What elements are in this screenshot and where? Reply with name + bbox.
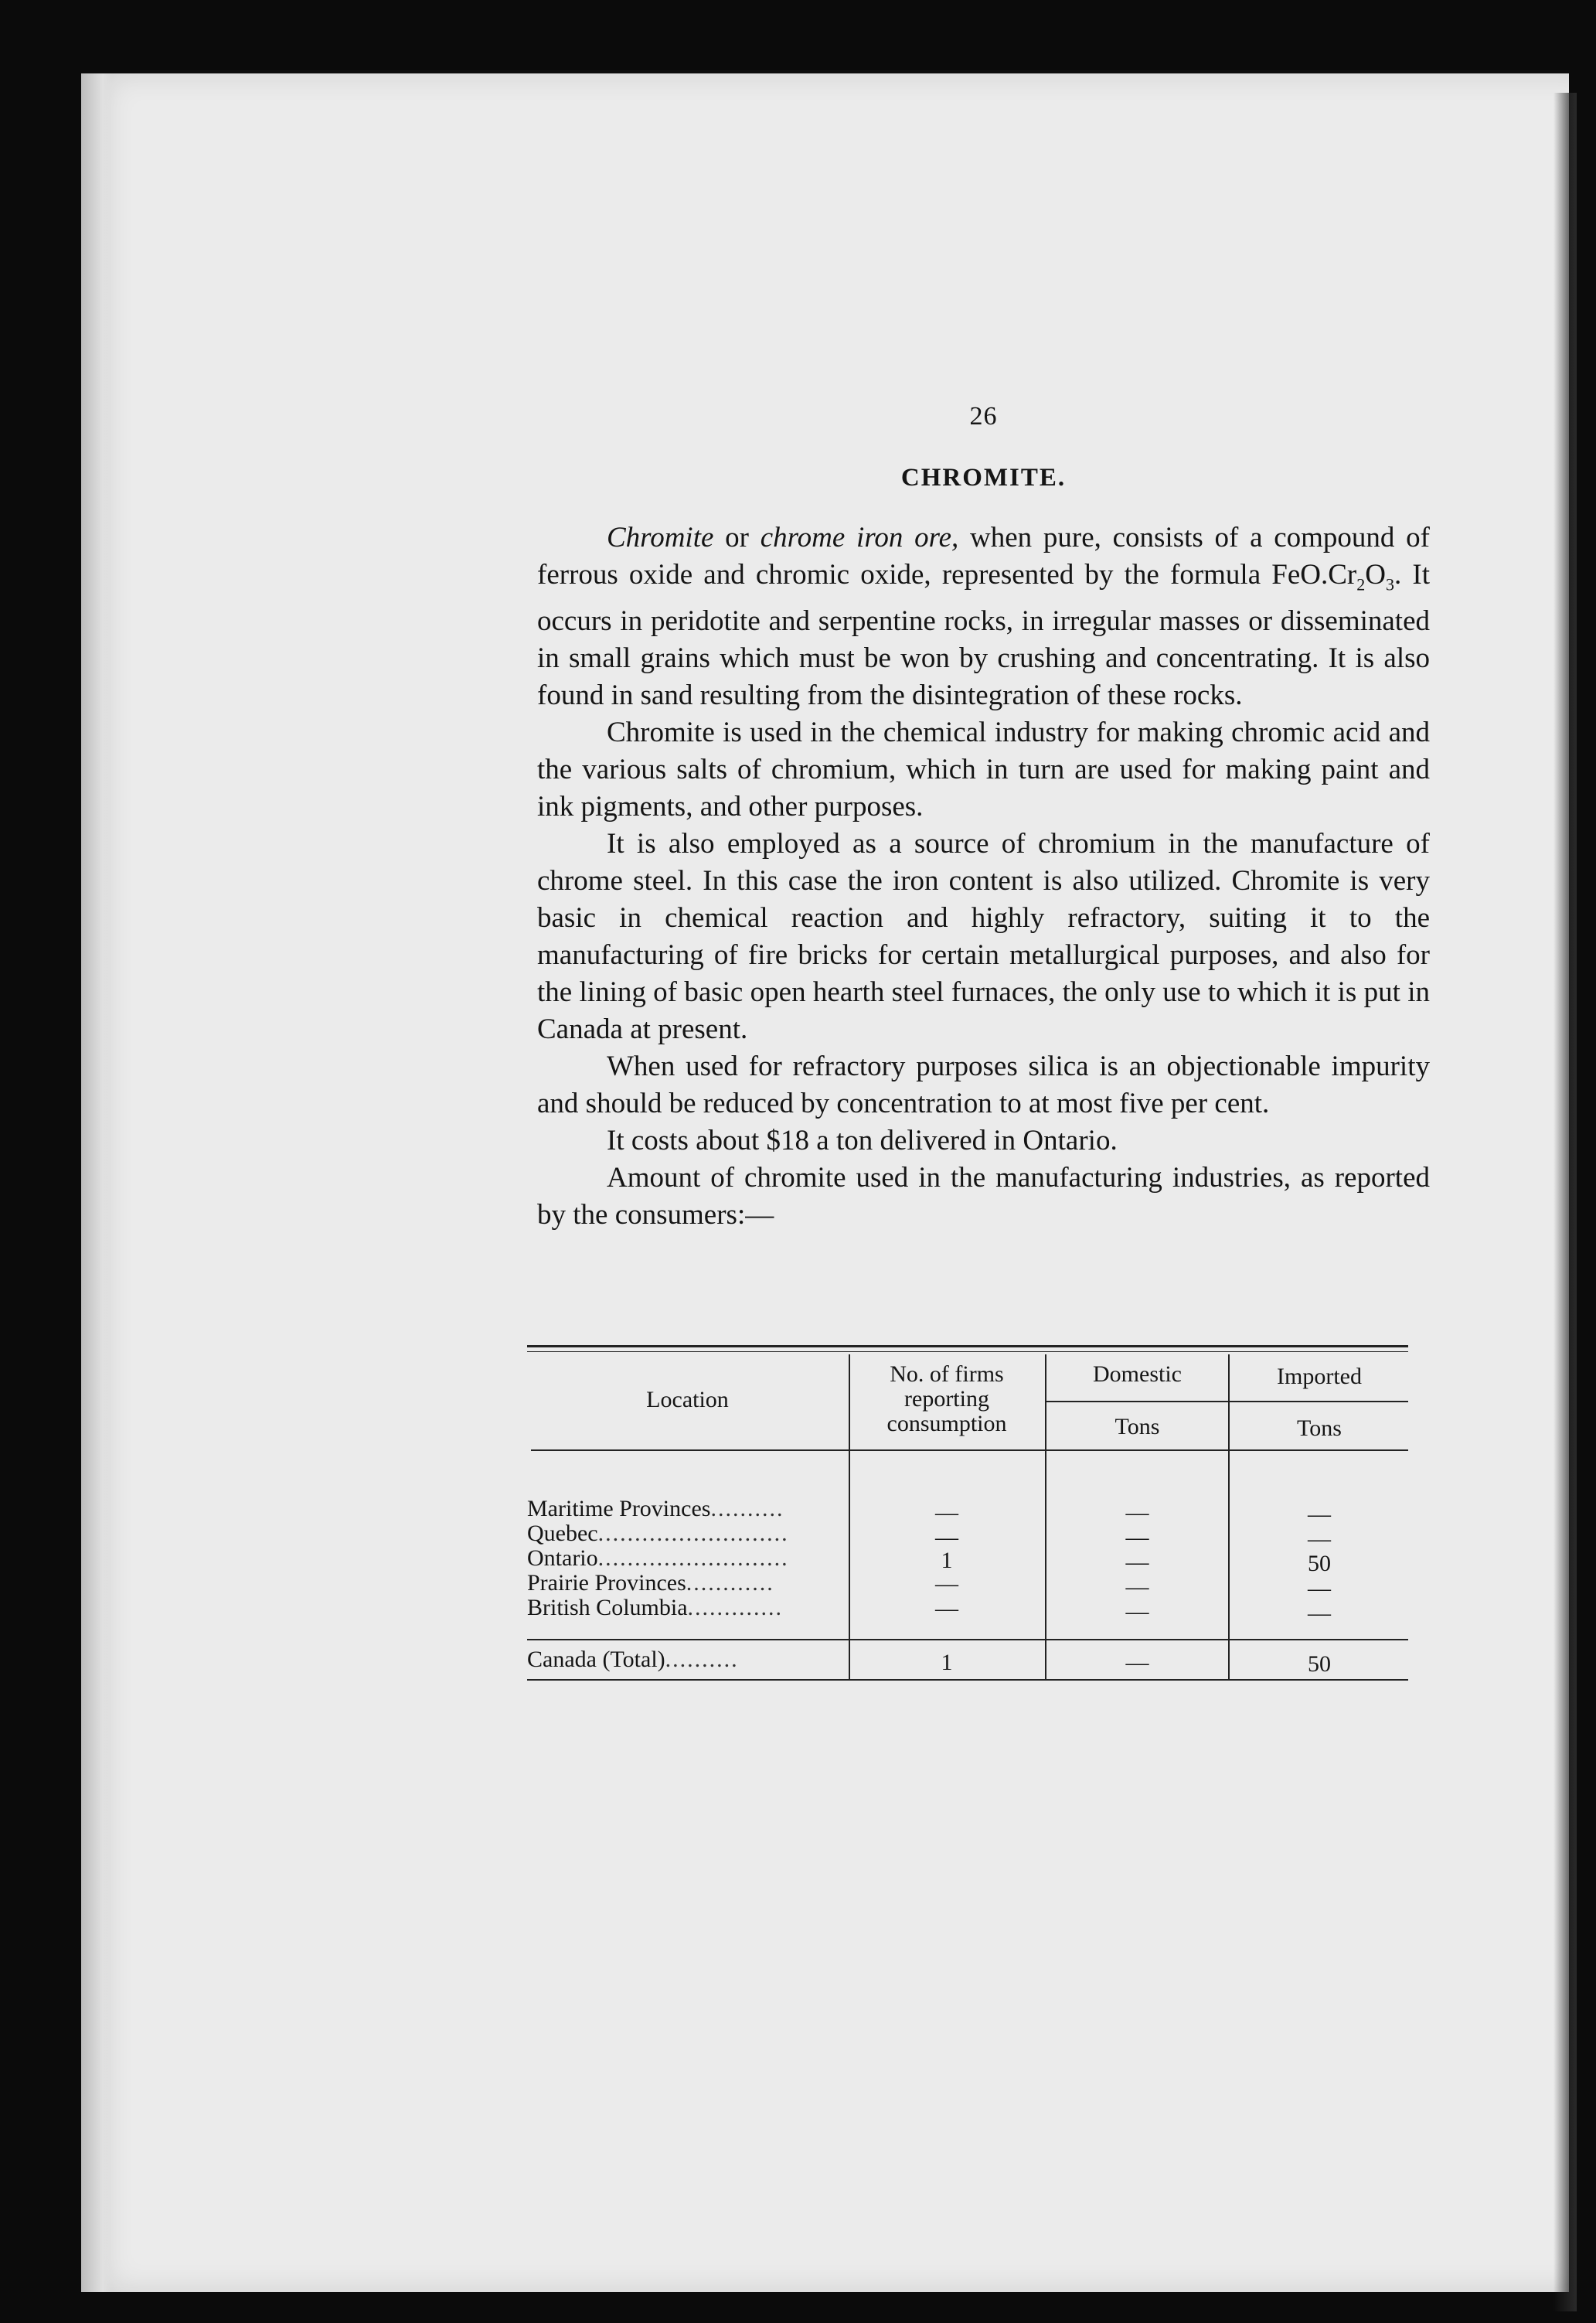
cell-imported: — (1308, 1575, 1331, 1601)
table-top-rule-thin (527, 1351, 1408, 1352)
header-location: Location (646, 1387, 729, 1412)
term-chromite: Chromite (607, 522, 714, 554)
page-gutter-shadow (81, 73, 112, 2292)
header-domestic: Domestic (1093, 1361, 1182, 1387)
cell-firms: — (935, 1524, 958, 1550)
table-row-location: Quebec.......................... (527, 1521, 789, 1546)
header-bottom-rule (531, 1449, 1408, 1451)
table-row-location: British Columbia............. (527, 1595, 784, 1620)
body-text (537, 519, 1430, 1234)
header-domestic-unit: Tons (1114, 1414, 1160, 1439)
header-imported: Imported (1277, 1364, 1362, 1389)
header-mid-rule (1046, 1401, 1408, 1402)
paragraph-amount: Amount of chromite used in the manufacturing industries, as reported by the consumers:— (537, 1162, 1430, 1231)
table-row-location: Maritime Provinces.......... (527, 1496, 784, 1521)
table-total-location: Canada (Total).......... (527, 1647, 739, 1672)
header-firms: No. of firms reporting consumption (886, 1361, 1007, 1436)
table-row-location: Ontario.......................... (527, 1545, 789, 1571)
paragraph-definition: Chromite or chrome iron ore, when pure, consists of a compound of ferrous oxide and chromic oxide, represented by the formula $FeO.Cr_2O_3$. It occurs in peridotite and serpentine rocks, in irregular masses or disseminated in small grains which must be won by crushing and concentrating. It is also found in sand resulting from the disintegration of these rocks. (537, 522, 1430, 712)
section-heading: CHROMITE. (900, 464, 1067, 492)
cell-domestic: — (1125, 1549, 1149, 1575)
paragraph-cost: It costs about $18 a ton delivered in Ontario. (607, 1125, 1118, 1157)
table-bottom-rule (527, 1679, 1408, 1681)
cell-firms: — (935, 1500, 958, 1525)
page-number: 26 (969, 402, 998, 431)
cell-imported: 50 (1308, 1551, 1331, 1576)
header-imported-unit: Tons (1297, 1415, 1342, 1441)
table-row-location: Prairie Provinces............ (527, 1570, 774, 1596)
cell-imported: — (1308, 1501, 1331, 1527)
term-chrome-iron-ore: chrome iron ore, (760, 522, 959, 554)
page-right-edge (1553, 93, 1577, 2311)
cell-firms: 1 (941, 1548, 953, 1573)
total-firms: 1 (941, 1650, 953, 1675)
cell-domestic: — (1125, 1599, 1149, 1624)
cell-firms: — (935, 1596, 958, 1621)
paragraph-steel: It is also employed as a source of chromium in the manufacture of chrome steel. In this case the iron content is also utilized. Chromite is very basic in chemical reaction and highly refractory, suiting it to the manufacturing of fire bricks for certain metallurgical purposes, and also for the lining of basic open hearth steel furnaces, the only use to which it is put in Canada at present. (537, 828, 1430, 1046)
table-top-rule (527, 1345, 1408, 1347)
cell-domestic: — (1125, 1500, 1149, 1525)
paragraph-uses: Chromite is used in the chemical industry for making chromic acid and the various salts of chromium, which in turn are used for making paint and ink pigments, and other purposes. (537, 717, 1430, 823)
cell-domestic: — (1125, 1574, 1149, 1599)
cell-firms: — (935, 1571, 958, 1596)
col-rule-3 (1228, 1354, 1230, 1679)
total-imported: 50 (1308, 1651, 1331, 1677)
cell-imported: — (1308, 1600, 1331, 1626)
cell-imported: — (1308, 1526, 1331, 1552)
total-rule (527, 1639, 1408, 1640)
cell-domestic: — (1125, 1524, 1149, 1550)
total-domestic: — (1125, 1650, 1149, 1675)
paragraph-silica: When used for refractory purposes silica is an objectionable impurity and should be reduced by concentration to at most five per cent. (537, 1051, 1430, 1120)
